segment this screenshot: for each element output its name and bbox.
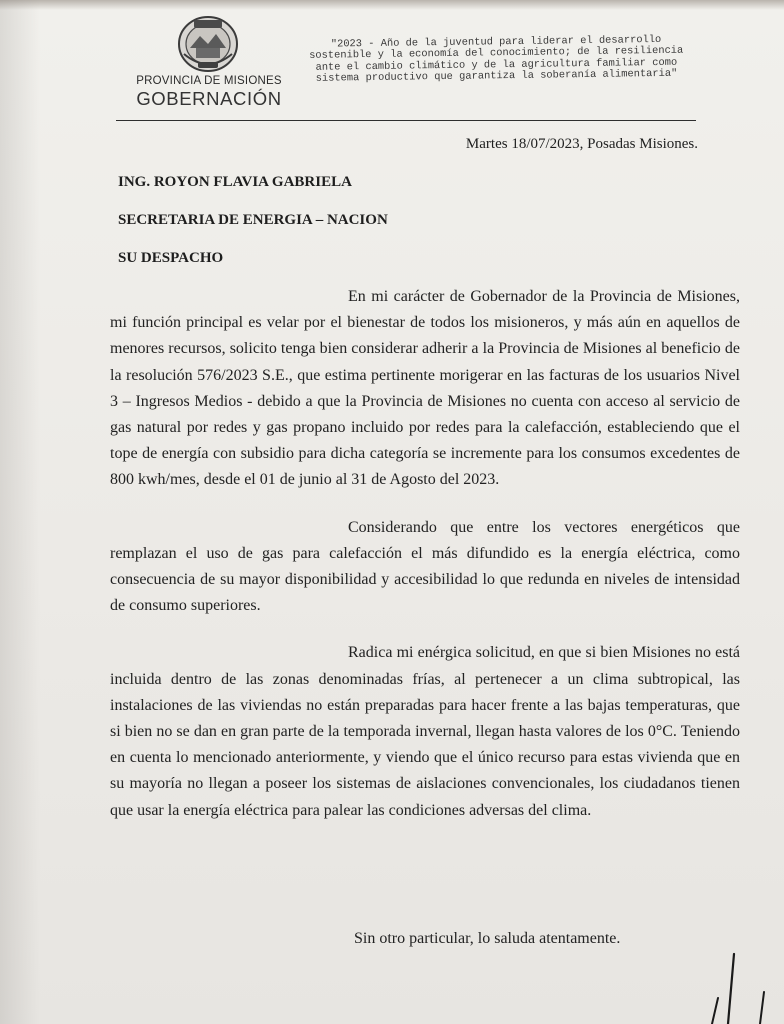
recipient-office: SECRETARIA DE ENERGIA – NACION — [118, 212, 388, 228]
salutation: SU DESPACHO — [118, 250, 224, 266]
handwritten-signature-icon — [700, 940, 784, 1024]
left-edge-shadow — [0, 0, 40, 1024]
paragraph-justification: Radica mi enérgica solicitud, en que si bien Misiones no está incluida dentro de las zonas denominadas frías, al pertenecer a un clima subtropical, las instalaciones de las viviendas no están preparadas para hacer frente a las bajas temperaturas, que si bien no se dan en gran parte de la temporada invernal, llegan hasta valores de los 0°C. Teniendo en cuenta lo mencionado anteriormente, y viendo que el único recurso para estas vivienda que en su mayoría no llegan a poseer los sistemas de aislaciones convencionales, los ciudadanos tienen que usar la energía eléctrica para palear las condiciones adversas del clima. — [110, 644, 740, 819]
header-divider — [116, 120, 696, 121]
government-label: GOBERNACIÓN — [136, 88, 282, 109]
recipient-name: ING. ROYON FLAVIA GABRIELA — [118, 174, 352, 190]
paragraph-request: En mi carácter de Gobernador de la Provincia de Misiones, mi función principal es velar por el bienestar de todos los misioneros, y más aún en aquellos de menores recursos, solicito tenga bien considerar adherir a la Provincia de Misiones al beneficio de la resolución 576/2023 S.E., que estima pertinente morigerar en las facturas de los usuarios Nivel 3 – Ingresos Medios - debido a que la Provincia de Misiones no cuenta con acceso al servicio de gas natural por redes y gas propano incluido por redes para la calefacción, estableciendo que el tope de energía con subsidio para dicha categoría se incremente para los consumos excedentes de 800 kwh/mes, desde el 01 de junio al 31 de Agosto del 2023. — [110, 288, 740, 489]
closing-line: Sin otro particular, lo saluda atentamente. — [354, 930, 621, 947]
date-line: Martes 18/07/2023, Posadas Misiones. — [465, 136, 698, 152]
provincia-de-misiones-seal-icon — [176, 14, 240, 74]
top-edge-shadow — [0, 0, 784, 10]
letter-body — [110, 284, 740, 845]
year-motto: "2023 - Año de la juventud para liderar el desarrollo sostenible y la economía del conocimiento; de la resiliencia ante el cambio climático y de la agricultura familiar como sistema productivo que garantiza la soberanía alimentaria" — [309, 33, 684, 86]
paragraph-energy-vectors: Considerando que entre los vectores energéticos que remplazan el uso de gas para calefacción el más difundido es la energía eléctrica, como consecuencia de su mayor disponibilidad y accesibilidad lo que redunda en niveles de intensidad de consumo superiores. — [110, 518, 740, 615]
province-label: PROVINCIA DE MISIONES — [136, 75, 282, 87]
